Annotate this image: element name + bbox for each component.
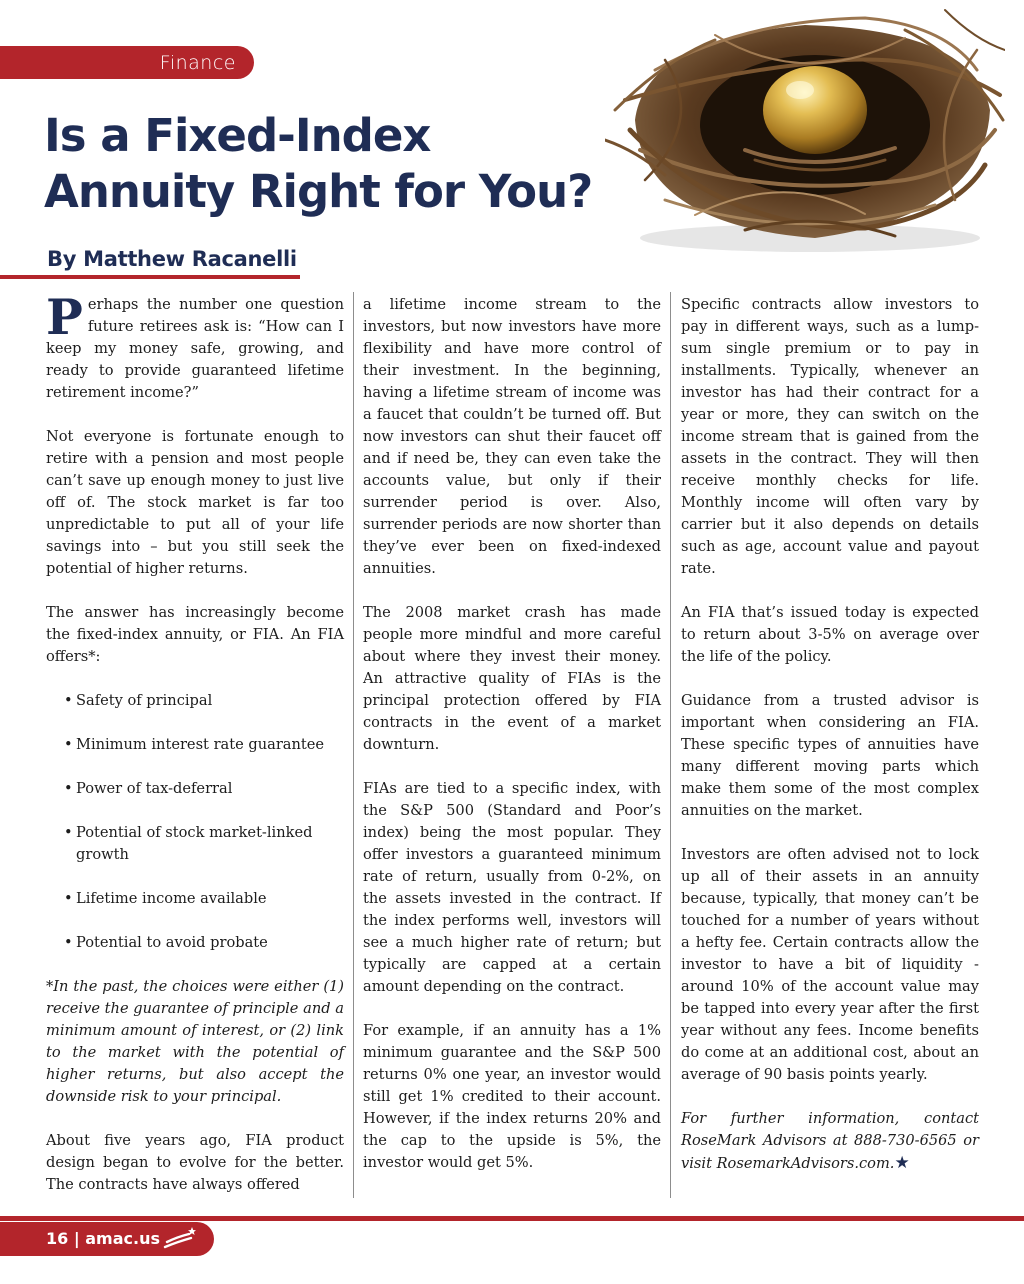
footnote: *In the past, the choices were either (1) receive the guarantee of principle and a minimum amount of interest, or (2) link to the market with the potential of higher returns, but also accept the downside risk to your principal.: [46, 978, 344, 1105]
paragraph: Specific contracts allow investors to pay in different ways, such as a lump-sum single premium or to pay in installments. Typically, whenever an investor has had their contract for a year or more, they can switch on the income stream that is gained from the assets in the contract. They will then receive monthly checks for life. Monthly income will often vary by carrier but it also depends on details such as age, account value and payout rate.: [681, 296, 979, 577]
nest-egg-image: [605, 0, 1005, 258]
drop-cap: P: [46, 288, 83, 346]
byline-rule: [0, 275, 300, 279]
paragraph: For example, if an annuity has a 1% minimum guarantee and the S&P 500 returns 0% one year, an investor would still get 1% credited to their account. However, if the index returns 20% and the cap to the upside is 5%, the investor would get 5%.: [363, 1022, 661, 1171]
paragraph: a lifetime income stream to the investors, but now investors have more flexibility and have more control of their investment. In the beginning, having a lifetime stream of income was a faucet that couldn’t be turned off. But now investors can shut their faucet off and if need be, they can even take the accounts value, but only if their surrender period is over. Also, surrender periods are now shorter than they’ve ever been on fixed-indexed annuities.: [363, 296, 661, 577]
article-title: [44, 108, 664, 220]
list-item: • Potential to avoid probate: [76, 932, 344, 954]
column-3: [681, 294, 979, 1197]
byline: By Matthew Racanelli: [47, 247, 297, 271]
column-1: [46, 288, 344, 1218]
section-tab: [0, 46, 254, 79]
page-folio: 16 | amac.us: [46, 1229, 160, 1248]
list-item: • Potential of stock market-linked growth: [76, 822, 344, 866]
paragraph: An FIA that’s issued today is expected to return about 3-5% on average over the life of the policy.: [681, 604, 979, 665]
footer-rule: [0, 1216, 1024, 1221]
paragraph: The answer has increasingly become the fixed-index annuity, or FIA. An FIA offers*:: [46, 604, 344, 665]
amac-logo-icon: [163, 1226, 197, 1252]
star-icon: ★: [894, 1153, 910, 1173]
intro-paragraph: Perhaps the number one question future retirees ask is: “How can I keep my money safe, growing, and ready to provide guaranteed lifetime retirement income?”: [46, 288, 344, 401]
list-item: • Minimum interest rate guarantee: [76, 734, 344, 756]
list-item: • Power of tax-deferral: [76, 778, 344, 800]
paragraph: Investors are often advised not to lock up all of their assets in an annuity because, typically, that money can’t be touched for a number of years without a hefty fee. Certain contracts allow the investor to have a bit of liquidity - around 10% of the account value may be tapped into every year after the first year without any fees. Income benefits do come at an additional cost, about an average of 90 basis points yearly.: [681, 846, 979, 1083]
column-divider: [353, 292, 354, 1198]
title-line-1: Is a Fixed-Index: [44, 109, 431, 162]
list-item: • Lifetime income available: [76, 888, 344, 910]
paragraph: The 2008 market crash has made people more mindful and more careful about where they invest their money. An attractive quality of FIAs is the principal protection offered by FIA contracts in the event of a market downturn.: [363, 604, 661, 753]
footer-tab: [0, 1222, 214, 1256]
paragraph: FIAs are tied to a specific index, with the S&P 500 (Standard and Poor’s index) being the most popular. They offer investors a guaranteed minimum rate of return, usually from 0-2%, on the assets invested in the contract. If the index performs well, investors will see a much higher rate of return; but typically are capped at a certain amount depending on the contract.: [363, 780, 661, 995]
paragraph: About five years ago, FIA product design began to evolve for the better. The contracts have always offered: [46, 1132, 344, 1193]
paragraph: Not everyone is fortunate enough to retire with a pension and most people can’t save up enough money to just live off of. The stock market is far too unpredictable to put all of your life savings into – but you still seek the potential of higher returns.: [46, 428, 344, 577]
column-2: [363, 294, 661, 1196]
fia-benefits-list: [46, 690, 344, 954]
title-line-2: Annuity Right for You?: [44, 165, 593, 218]
section-label: Finance: [159, 52, 236, 74]
paragraph: Guidance from a trusted advisor is important when considering an FIA. These specific types of annuities have many different moving parts which make them some of the most complex annuities on the market.: [681, 692, 979, 819]
list-item: • Safety of principal: [76, 690, 344, 712]
column-divider: [670, 292, 671, 1198]
contact-info: For further information, contact RoseMark Advisors at 888-730-6565 or visit RosemarkAdvisors.com.★: [681, 1110, 979, 1173]
